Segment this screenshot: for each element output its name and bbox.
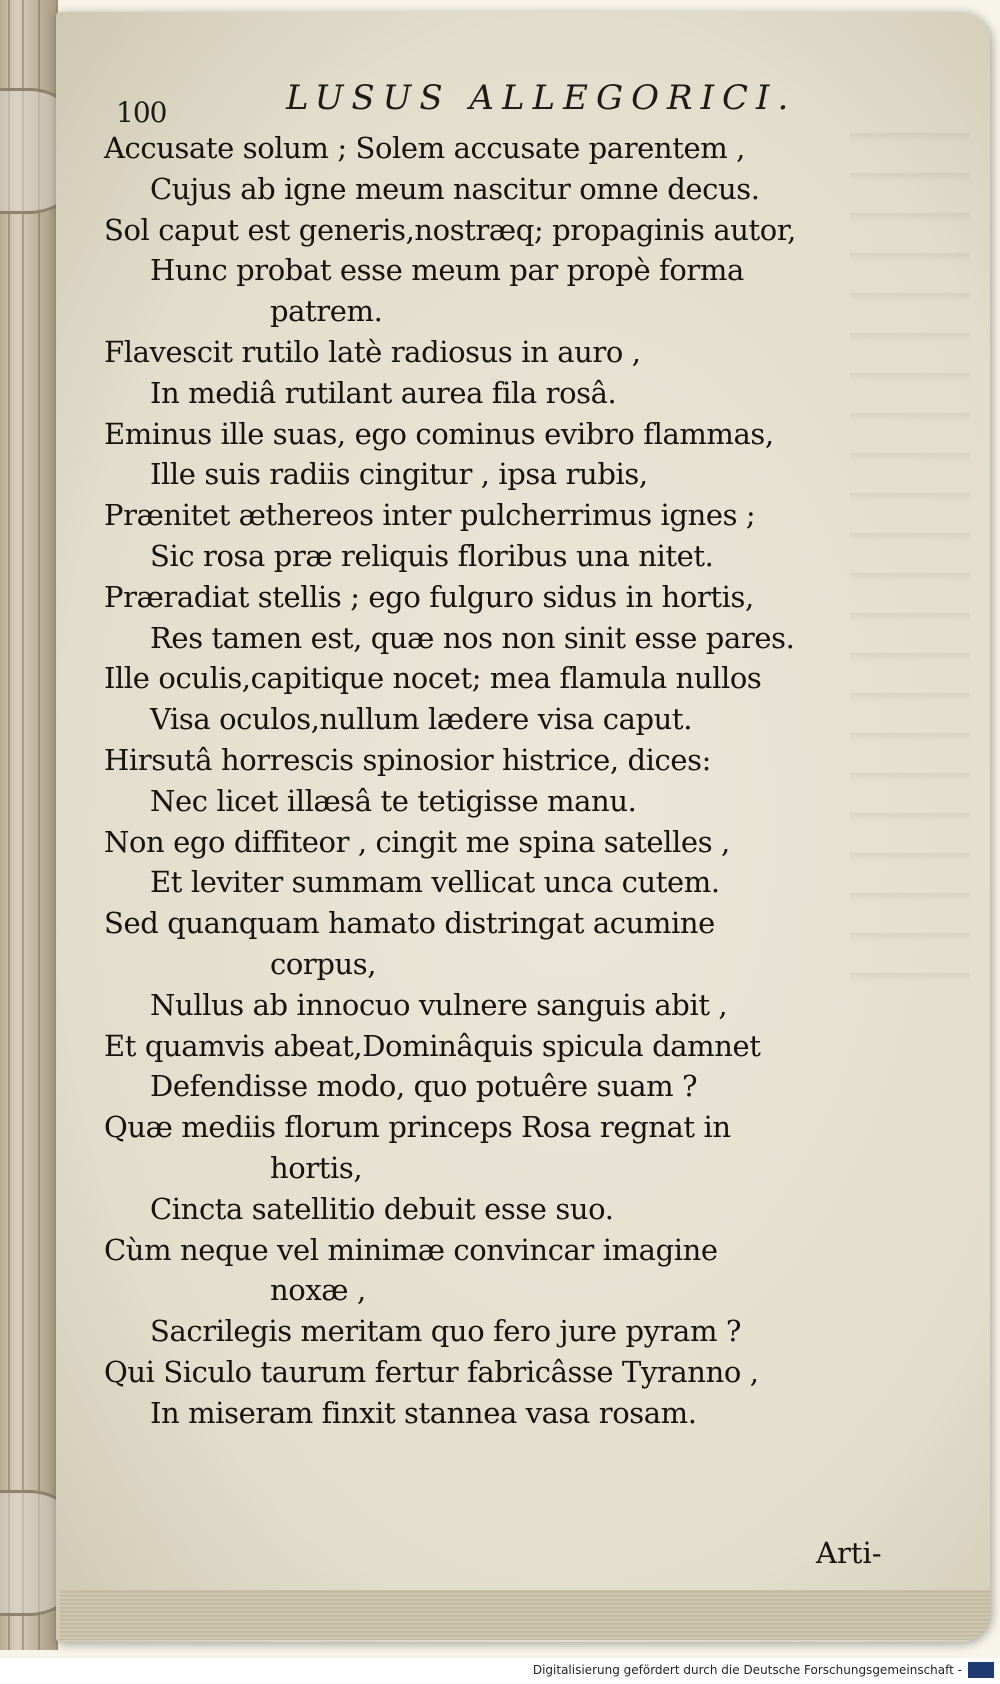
poem-line: In miseram finxit stannea vasa rosam. (150, 1395, 697, 1430)
page-edges (60, 1590, 990, 1640)
poem-line: Ille suis radiis cingitur , ipsa rubis, (150, 457, 648, 492)
dfg-logo (968, 1662, 994, 1678)
poem-line: Nec licet illæsâ te tetigisse manu. (150, 783, 637, 818)
running-head: LUSUS ALLEGORICI. (286, 78, 797, 118)
poem-line: Non ego diffiteor , cingit me spina satelles , (104, 824, 730, 859)
poem-line: corpus, (270, 946, 377, 981)
poem-line: Cujus ab igne meum nascitur omne decus. (150, 171, 760, 206)
poem-line: patrem. (270, 294, 383, 329)
poem-line: hortis, (270, 1150, 363, 1185)
poem-line: Quæ mediis florum princeps Rosa regnat in (104, 1110, 731, 1145)
poem-line: Cincta satellitio debuit esse suo. (150, 1191, 614, 1226)
poem-line: Visa oculos,nullum lædere visa caput. (150, 702, 693, 737)
poem-line: Defendisse modo, quo potuêre suam ? (150, 1069, 698, 1104)
poem-line: Sol caput est generis,nostræq; propaginis autor, (104, 212, 796, 247)
poem-line: Flavescit rutilo latè radiosus in auro , (104, 334, 641, 369)
poem-line: Ille oculis,capitique nocet; mea flamula nullos (104, 661, 762, 696)
page-number: 100 (116, 96, 167, 129)
poem-line: Hirsutâ horrescis spinosior histrice, dices: (104, 742, 711, 777)
poem-line: Et leviter summam vellicat unca cutem. (150, 865, 720, 900)
poem-line: Prænitet æthereos inter pulcherrimus ignes ; (104, 498, 756, 533)
poem-line: Et quamvis abeat,Dominâquis spicula damnet (104, 1028, 761, 1063)
catchword: Arti- (816, 1536, 882, 1570)
funding-credit: Digitalisierung gefördert durch die Deutsche Forschungsgemeinschaft - (532, 1663, 962, 1677)
poem-line: Qui Siculo taurum fertur fabricâsse Tyranno , (104, 1354, 759, 1389)
poem-line: Sed quanquam hamato distringat acumine (104, 906, 715, 941)
book-binding (0, 0, 58, 1650)
binding-stripe (38, 0, 40, 1650)
poem-line: Præradiat stellis ; ego fulguro sidus in hortis, (104, 579, 754, 614)
poem-line: Hunc probat esse meum par propè forma (150, 253, 744, 288)
poem-line: Sacrilegis meritam quo fero jure pyram ? (150, 1314, 742, 1349)
poem-line: Sic rosa præ reliquis floribus una nitet. (150, 538, 714, 573)
poem-line: Accusate solum ; Solem accusate parentem , (104, 131, 745, 165)
digitization-footer (0, 1658, 1000, 1684)
poem-line: In mediâ rutilant aurea fila rosâ. (150, 375, 617, 410)
poem-line: Nullus ab innocuo vulnere sanguis abit , (150, 987, 728, 1022)
poem-line: Eminus ille suas, ego cominus evibro flammas, (104, 416, 774, 451)
poem-text (104, 128, 934, 1434)
binding-stripe (22, 0, 24, 1650)
binding-stripe (8, 0, 10, 1650)
poem-line: Cùm neque vel minimæ convincar imagine (104, 1232, 718, 1267)
poem-line: Res tamen est, quæ nos non sinit esse pares. (150, 620, 795, 655)
poem-line: noxæ , (270, 1273, 366, 1308)
